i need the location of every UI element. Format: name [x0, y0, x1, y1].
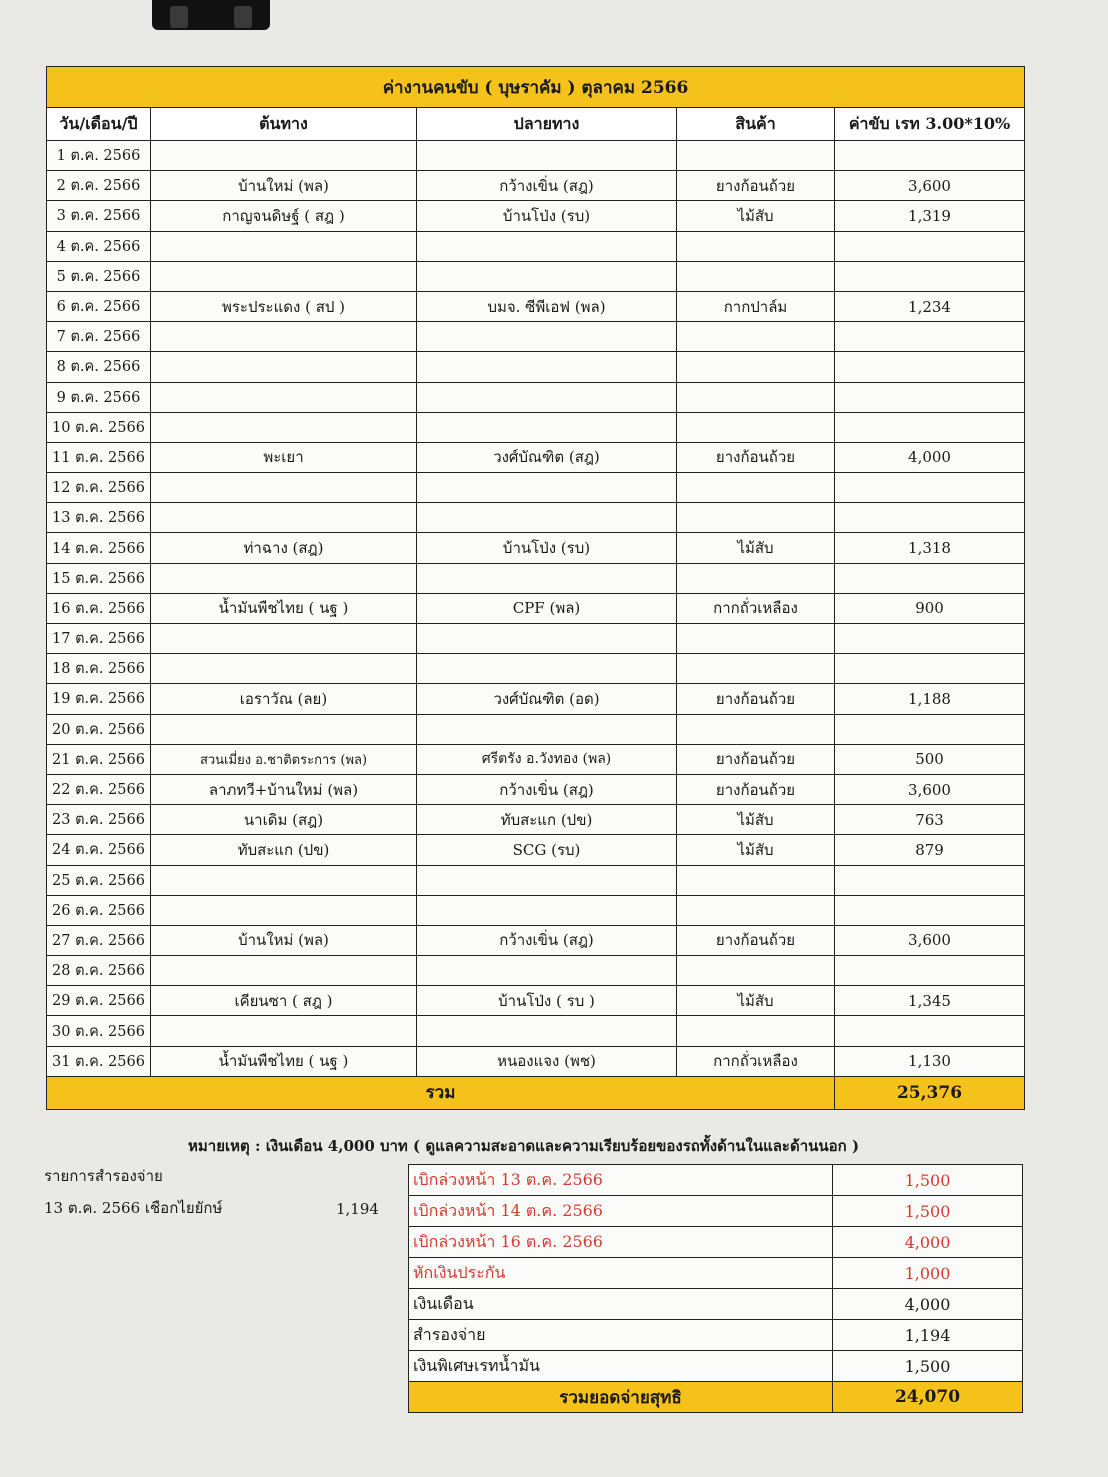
row-goods: กากปาล์ม: [677, 291, 835, 321]
row-goods: [677, 412, 835, 442]
row-goods: [677, 714, 835, 744]
row-goods: [677, 352, 835, 382]
row-goods: [677, 895, 835, 925]
row-date: 8 ต.ค. 2566: [47, 352, 151, 382]
row-destination: [417, 261, 677, 291]
table-row: [47, 141, 1025, 171]
row-goods: [677, 322, 835, 352]
driver-wage-table: [46, 66, 1025, 1110]
row-date: 13 ต.ค. 2566: [47, 503, 151, 533]
row-origin: [151, 865, 417, 895]
table-row: [47, 774, 1025, 804]
summary-value: 1,500: [833, 1165, 1023, 1196]
row-pay: [835, 563, 1025, 593]
row-pay: 1,318: [835, 533, 1025, 563]
table-row: [47, 714, 1025, 744]
row-destination: [417, 865, 677, 895]
row-pay: 1,188: [835, 684, 1025, 714]
row-goods: [677, 1016, 835, 1046]
total-row: [47, 1076, 1025, 1109]
summary-row: [409, 1289, 1023, 1320]
reserve-amount: 1,194: [336, 1200, 379, 1218]
row-goods: [677, 473, 835, 503]
row-origin: [151, 352, 417, 382]
summary-value: 1,500: [833, 1351, 1023, 1382]
row-destination: [417, 141, 677, 171]
row-pay: [835, 261, 1025, 291]
summary-row: [409, 1258, 1023, 1289]
table-row: [47, 291, 1025, 321]
row-goods: ไม้สับ: [677, 835, 835, 865]
row-origin: [151, 322, 417, 352]
row-pay: [835, 956, 1025, 986]
row-destination: [417, 654, 677, 684]
row-origin: [151, 714, 417, 744]
summary-row: [409, 1227, 1023, 1258]
total-value: 25,376: [835, 1076, 1025, 1109]
row-pay: 1,130: [835, 1046, 1025, 1076]
row-pay: 1,234: [835, 291, 1025, 321]
net-total-label: รวมยอดจ่ายสุทธิ: [409, 1382, 833, 1413]
row-origin: พระประแดง ( สป ): [151, 291, 417, 321]
column-header-goods: สินค้า: [677, 108, 835, 141]
row-goods: ยางก้อนถ้วย: [677, 774, 835, 804]
summary-value: 4,000: [833, 1289, 1023, 1320]
row-date: 23 ต.ค. 2566: [47, 805, 151, 835]
row-destination: [417, 412, 677, 442]
summary-value: 1,194: [833, 1320, 1023, 1351]
salary-note: หมายเหตุ : เงินเดือน 4,000 บาท ( ดูแลความสะอาดและความเรียบร้อยของรถทั้งด้านในและด้านนอก ): [188, 1137, 860, 1155]
summary-label: เบิกล่วงหน้า 16 ต.ค. 2566: [409, 1227, 833, 1258]
row-date: 17 ต.ค. 2566: [47, 624, 151, 654]
row-goods: [677, 563, 835, 593]
payment-summary-table: [408, 1164, 1023, 1413]
row-origin: กาญจนดิษฐ์ ( สฎ ): [151, 201, 417, 231]
row-goods: กากถั่วเหลือง: [677, 593, 835, 623]
total-label: รวม: [47, 1076, 835, 1109]
table-row: [47, 805, 1025, 835]
row-date: 14 ต.ค. 2566: [47, 533, 151, 563]
table-row: [47, 261, 1025, 291]
table-row: [47, 442, 1025, 472]
row-pay: [835, 865, 1025, 895]
summary-label: หักเงินประกัน: [409, 1258, 833, 1289]
row-pay: [835, 322, 1025, 352]
table-row: [47, 684, 1025, 714]
row-pay: [835, 654, 1025, 684]
table-row: [47, 624, 1025, 654]
row-date: 28 ต.ค. 2566: [47, 956, 151, 986]
row-destination: บมจ. ซีพีเอฟ (พล): [417, 291, 677, 321]
row-date: 10 ต.ค. 2566: [47, 412, 151, 442]
summary-label: เบิกล่วงหน้า 13 ต.ค. 2566: [409, 1165, 833, 1196]
summary-row: [409, 1351, 1023, 1382]
row-goods: [677, 956, 835, 986]
table-row: [47, 382, 1025, 412]
reserve-title: รายการสำรองจ่าย: [44, 1167, 163, 1185]
summary-value: 1,000: [833, 1258, 1023, 1289]
row-goods: [677, 382, 835, 412]
row-origin: [151, 654, 417, 684]
table-row: [47, 231, 1025, 261]
summary-label: สำรองจ่าย: [409, 1320, 833, 1351]
row-date: 15 ต.ค. 2566: [47, 563, 151, 593]
table-row: [47, 473, 1025, 503]
row-date: 7 ต.ค. 2566: [47, 322, 151, 352]
row-pay: [835, 1016, 1025, 1046]
row-pay: 3,600: [835, 171, 1025, 201]
row-pay: [835, 352, 1025, 382]
row-origin: [151, 503, 417, 533]
row-destination: [417, 895, 677, 925]
summary-value: 4,000: [833, 1227, 1023, 1258]
row-destination: [417, 473, 677, 503]
row-goods: [677, 231, 835, 261]
row-date: 24 ต.ค. 2566: [47, 835, 151, 865]
summary-label: เงินพิเศษเรทน้ำมัน: [409, 1351, 833, 1382]
row-date: 22 ต.ค. 2566: [47, 774, 151, 804]
summary-row: [409, 1196, 1023, 1227]
row-goods: กากถั่วเหลือง: [677, 1046, 835, 1076]
binder-clip: [152, 0, 270, 30]
row-destination: บ้านโป่ง ( รบ ): [417, 986, 677, 1016]
row-destination: กว้างเขิ่น (สฎ): [417, 774, 677, 804]
row-goods: ไม้สับ: [677, 201, 835, 231]
summary-row: [409, 1320, 1023, 1351]
column-header-destination: ปลายทาง: [417, 108, 677, 141]
row-destination: [417, 382, 677, 412]
row-goods: ยางก้อนถ้วย: [677, 925, 835, 955]
summary-label: เงินเดือน: [409, 1289, 833, 1320]
row-destination: [417, 231, 677, 261]
row-destination: [417, 1016, 677, 1046]
row-date: 18 ต.ค. 2566: [47, 654, 151, 684]
table-row: [47, 533, 1025, 563]
row-pay: [835, 503, 1025, 533]
table-row: [47, 503, 1025, 533]
row-destination: [417, 714, 677, 744]
row-origin: น้ำมันพืชไทย ( นฐ ): [151, 593, 417, 623]
row-date: 9 ต.ค. 2566: [47, 382, 151, 412]
table-row: [47, 201, 1025, 231]
row-destination: [417, 563, 677, 593]
row-origin: เคียนซา ( สฎ ): [151, 986, 417, 1016]
row-origin: [151, 956, 417, 986]
row-date: 19 ต.ค. 2566: [47, 684, 151, 714]
row-date: 21 ต.ค. 2566: [47, 744, 151, 774]
row-destination: หนองแจง (พช): [417, 1046, 677, 1076]
row-destination: [417, 956, 677, 986]
row-pay: 3,600: [835, 774, 1025, 804]
row-origin: [151, 563, 417, 593]
row-destination: ศรีตรัง อ.วังทอง (พล): [417, 744, 677, 774]
row-origin: [151, 382, 417, 412]
row-goods: [677, 261, 835, 291]
row-origin: [151, 895, 417, 925]
row-origin: [151, 412, 417, 442]
table-row: [47, 1046, 1025, 1076]
table-row: [47, 322, 1025, 352]
row-date: 29 ต.ค. 2566: [47, 986, 151, 1016]
row-goods: [677, 654, 835, 684]
row-pay: [835, 714, 1025, 744]
row-pay: 763: [835, 805, 1025, 835]
row-origin: [151, 231, 417, 261]
row-date: 16 ต.ค. 2566: [47, 593, 151, 623]
row-date: 20 ต.ค. 2566: [47, 714, 151, 744]
row-date: 2 ต.ค. 2566: [47, 171, 151, 201]
row-date: 1 ต.ค. 2566: [47, 141, 151, 171]
row-date: 27 ต.ค. 2566: [47, 925, 151, 955]
row-destination: [417, 352, 677, 382]
column-header-row: [47, 108, 1025, 141]
summary-label: เบิกล่วงหน้า 14 ต.ค. 2566: [409, 1196, 833, 1227]
row-pay: 1,319: [835, 201, 1025, 231]
table-row: [47, 352, 1025, 382]
row-goods: ยางก้อนถ้วย: [677, 684, 835, 714]
row-goods: ยางก้อนถ้วย: [677, 744, 835, 774]
row-origin: [151, 624, 417, 654]
row-destination: วงศ์บัณฑิต (อด): [417, 684, 677, 714]
row-goods: ไม้สับ: [677, 986, 835, 1016]
row-date: 3 ต.ค. 2566: [47, 201, 151, 231]
row-date: 25 ต.ค. 2566: [47, 865, 151, 895]
row-goods: [677, 503, 835, 533]
row-date: 12 ต.ค. 2566: [47, 473, 151, 503]
table-row: [47, 865, 1025, 895]
net-total-row: [409, 1382, 1023, 1413]
row-date: 4 ต.ค. 2566: [47, 231, 151, 261]
row-pay: 879: [835, 835, 1025, 865]
table-row: [47, 835, 1025, 865]
row-pay: 4,000: [835, 442, 1025, 472]
row-pay: [835, 895, 1025, 925]
row-origin: ท่าฉาง (สฎ): [151, 533, 417, 563]
row-origin: น้ำมันพืชไทย ( นฐ ): [151, 1046, 417, 1076]
row-pay: [835, 473, 1025, 503]
row-origin: ลาภทวี+บ้านใหม่ (พล): [151, 774, 417, 804]
row-origin: [151, 261, 417, 291]
column-header-origin: ต้นทาง: [151, 108, 417, 141]
row-pay: 500: [835, 744, 1025, 774]
row-pay: 3,600: [835, 925, 1025, 955]
table-row: [47, 744, 1025, 774]
row-origin: พะเยา: [151, 442, 417, 472]
row-pay: [835, 412, 1025, 442]
summary-body: [409, 1165, 1023, 1382]
table-row: [47, 171, 1025, 201]
row-origin: [151, 473, 417, 503]
row-goods: [677, 865, 835, 895]
row-date: 26 ต.ค. 2566: [47, 895, 151, 925]
row-origin: บ้านใหม่ (พล): [151, 925, 417, 955]
row-goods: ยางก้อนถ้วย: [677, 442, 835, 472]
row-date: 31 ต.ค. 2566: [47, 1046, 151, 1076]
row-destination: [417, 624, 677, 654]
row-origin: [151, 1016, 417, 1046]
row-goods: [677, 624, 835, 654]
row-origin: นาเดิม (สฎ): [151, 805, 417, 835]
table-title: ค่างานคนขับ ( บุษราคัม ) ตุลาคม 2566: [47, 67, 1025, 108]
table-row: [47, 654, 1025, 684]
table-body: [47, 141, 1025, 1077]
table-row: [47, 895, 1025, 925]
row-goods: ไม้สับ: [677, 805, 835, 835]
row-date: 6 ต.ค. 2566: [47, 291, 151, 321]
table-title-row: [47, 67, 1025, 108]
row-destination: กว้างเขิ่น (สฎ): [417, 925, 677, 955]
row-pay: [835, 382, 1025, 412]
row-destination: กว้างเขิ่น (สฎ): [417, 171, 677, 201]
row-pay: 1,345: [835, 986, 1025, 1016]
column-header-pay: ค่าขับ เรท 3.00*10%: [835, 108, 1025, 141]
net-total-value: 24,070: [833, 1382, 1023, 1413]
row-origin: ทับสะแก (ปข): [151, 835, 417, 865]
table-row: [47, 986, 1025, 1016]
row-destination: วงศ์บัณฑิต (สฎ): [417, 442, 677, 472]
row-pay: [835, 624, 1025, 654]
table-row: [47, 956, 1025, 986]
row-destination: บ้านโป่ง (รบ): [417, 201, 677, 231]
table-row: [47, 593, 1025, 623]
row-pay: [835, 141, 1025, 171]
row-pay: 900: [835, 593, 1025, 623]
row-origin: เอราวัณ (ลย): [151, 684, 417, 714]
row-destination: SCG (รบ): [417, 835, 677, 865]
row-goods: ยางก้อนถ้วย: [677, 171, 835, 201]
row-destination: [417, 322, 677, 352]
reserve-item: 13 ต.ค. 2566 เชือกไยยักษ์: [44, 1199, 223, 1217]
row-pay: [835, 231, 1025, 261]
row-date: 30 ต.ค. 2566: [47, 1016, 151, 1046]
summary-row: [409, 1165, 1023, 1196]
table-row: [47, 563, 1025, 593]
table-row: [47, 925, 1025, 955]
summary-value: 1,500: [833, 1196, 1023, 1227]
table-row: [47, 1016, 1025, 1046]
row-origin: สวนเมี่ยง อ.ชาติตระการ (พล): [151, 744, 417, 774]
row-destination: CPF (พล): [417, 593, 677, 623]
row-date: 11 ต.ค. 2566: [47, 442, 151, 472]
column-header-date: วัน/เดือน/ปี: [47, 108, 151, 141]
row-destination: ทับสะแก (ปข): [417, 805, 677, 835]
table-row: [47, 412, 1025, 442]
row-destination: [417, 503, 677, 533]
row-destination: บ้านโป่ง (รบ): [417, 533, 677, 563]
row-origin: บ้านใหม่ (พล): [151, 171, 417, 201]
row-date: 5 ต.ค. 2566: [47, 261, 151, 291]
row-origin: [151, 141, 417, 171]
row-goods: ไม้สับ: [677, 533, 835, 563]
row-goods: [677, 141, 835, 171]
